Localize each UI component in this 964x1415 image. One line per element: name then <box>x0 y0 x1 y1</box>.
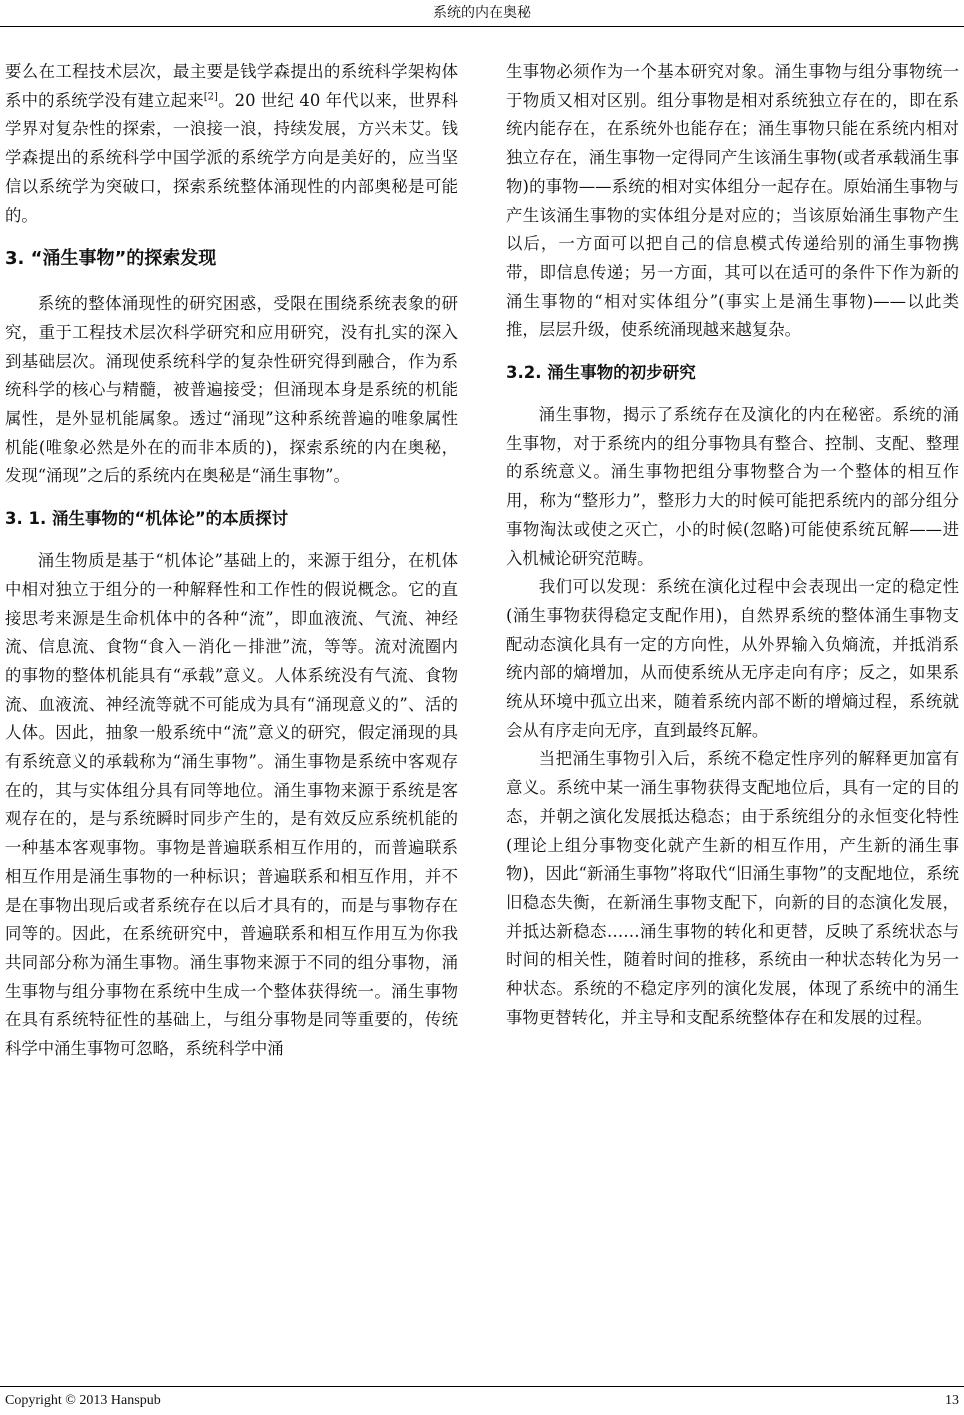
right-column <box>506 58 959 1378</box>
paragraph-section-3-2-b: 我们可以发现：系统在演化过程中会表现出一定的稳定性(涌生事物获得稳定支配作用)，自然界系统的整体涌生事物支配动态演化具有一定的方向性，从外界输入负熵流，并抵消系统内部的熵增加，从而使系统从无序走向有序；反之，如果系统从环境中孤立出来，随着系统内部不断的增熵过程，系统就会从有序走向无序，直到最终瓦解。 <box>506 577 959 740</box>
citation-ref: [2] <box>203 91 218 103</box>
paragraph-continued: 生事物必须作为一个基本研究对象。涌生事物与组分事物统一于物质又相对区别。组分事物是相对系统独立存在的，即在系统内能存在，在系统外也能存在；涌生事物只能在系统内相对独立存在，涌生事物一定得同产生该涌生事物(或者承载涌生事物)的事物——系统的相对实体组分一起存在。原始涌生事物与产生该涌生事物的实体组分是对应的；当该原始涌生事物产生以后，一方面可以把自己的信息模式传递给别的涌生事物携带，即信息传递；另一方面，其可以在适可的条件下作为新的涌生事物的“相对实体组分”(事实上是涌生事物)——以此类推，层层升级，使系统涌现越来越复杂。 <box>506 62 959 340</box>
paragraph-section-3: 系统的整体涌现性的研究困惑，受限在围绕系统表象的研究，重于工程技术层次科学研究和应用研究，没有扎实的深入到基础层次。涌现使系统科学的复杂性研究得到融合，作为系统科学的核心与精髓，被普遍接受；但涌现本身是系统的机能属性，是外显机能属象。透过“涌现”这种系统普遍的唯象属性机能(唯象必然是外在的而非本质的)，探索系统的内在奥秘，发现“涌现”之后的系统内在奥秘是“涌生事物”。 <box>5 294 458 486</box>
section-3-1-heading: 3. 1. 涌生事物的“机体论”的本质探讨 <box>5 509 289 529</box>
copyright-text: Copyright © 2013 Hanspub <box>5 1393 161 1408</box>
paragraph-section-3-2-c: 当把涌生事物引入后，系统不稳定性序列的解释更加富有意义。系统中某一涌生事物获得支配地位后，具有一定的目的态，并朝之演化发展抵达稳态；由于系统组分的永恒变化特性(理论上组分事物变化就产生新的相互作用，产生新的涌生事物)，因此“新涌生事物”将取代“旧涌生事物”的支配地位，系统旧稳态失衡，在新涌生事物支配下，向新的目的态演化发展，并抵达新稳态……涌生事物的转化和更替，反映了系统状态与时间的相关性，随着时间的推移，系统由一种状态转化为另一种状态。系统的不稳定序列的演化发展，体现了系统中的涌生事物更替转化，并主导和支配系统整体存在和发展的过程。 <box>506 749 959 1027</box>
paragraph-section-3-1: 涌生物质是基于“机体论”基础上的，来源于组分，在机体中相对独立于组分的一种解释性和工作性的假说概念。它的直接思考来源是生命机体中的各种“流”，即血液流、气流、神经流、信息流、食物“食入－消化－排泄”流，等等。流对流圈内的事物的整体机能具有“承载”意义。人体系统没有气流、食物流、血液流、神经流等就不可能成为具有“涌现意义的”、活的人体。因此，抽象一般系统中“流”意义的研究，假定涌现的具有系统意义的承载称为“涌生事物”。涌生事物是系统中客观存在的，其与实体组分具有同等地位。涌生事物来源于系统是客观存在的，是与系统瞬时同步产生的，是有效反应系统机能的一种基本客观事物。事物是普遍联系相互作用的，而普遍联系相互作用是涌生事物的一种标识；普遍联系和相互作用，并不是在事物出现后或者系统存在以后才具有的，而是与事物存在同等的。因此，在系统研究中，普遍联系和相互作用互为你我共同部分称为涌生事物。涌生事物来源于不同的组分事物，涌生事物与组分事物在系统中生成一个整体获得统一。涌生事物在具有系统特征性的基础上，与组分事物是同等重要的，传统科学中涌生事物可忽略，系统科学中涌 <box>5 551 458 1059</box>
page-footer <box>0 1386 964 1415</box>
paragraph-intro <box>5 58 458 230</box>
paragraph-intro-text-a: 要么在工程技术层次，最主要是钱学森提出的系统科学架构体系中的系统学没有建立起来 <box>5 62 458 110</box>
running-title: 系统的内在奥秘 <box>433 5 531 21</box>
left-column <box>5 58 458 1378</box>
running-header <box>0 0 964 27</box>
section-3-2-heading: 3.2. 涌生事物的初步研究 <box>506 363 696 383</box>
paragraph-intro-text-b: 。20 世纪 40 年代以来，世界科学界对复杂性的探索，一浪接一浪，持续发展，方兴未艾。钱学森提出的系统科学中国学派的系统学方向是美好的，应当坚信以系统学为突破口，探索系统整体涌现性的内部奥秘是可能的。 <box>5 90 458 225</box>
paragraph-section-3-2-a: 涌生事物，揭示了系统存在及演化的内在秘密。系统的涌生事物，对于系统内的组分事物具有整合、控制、支配、整理的系统意义。涌生事物把组分事物整合为一个整体的相互作用，称为“整形力”，整形力大的时候可能把系统内的部分组分事物淘汰或使之灭亡，小的时候(忽略)可能使系统瓦解——进入机械论研究范畴。 <box>506 405 959 568</box>
section-3-heading: 3. “涌生事物”的探索发现 <box>5 248 217 270</box>
page-number: 13 <box>945 1393 959 1408</box>
